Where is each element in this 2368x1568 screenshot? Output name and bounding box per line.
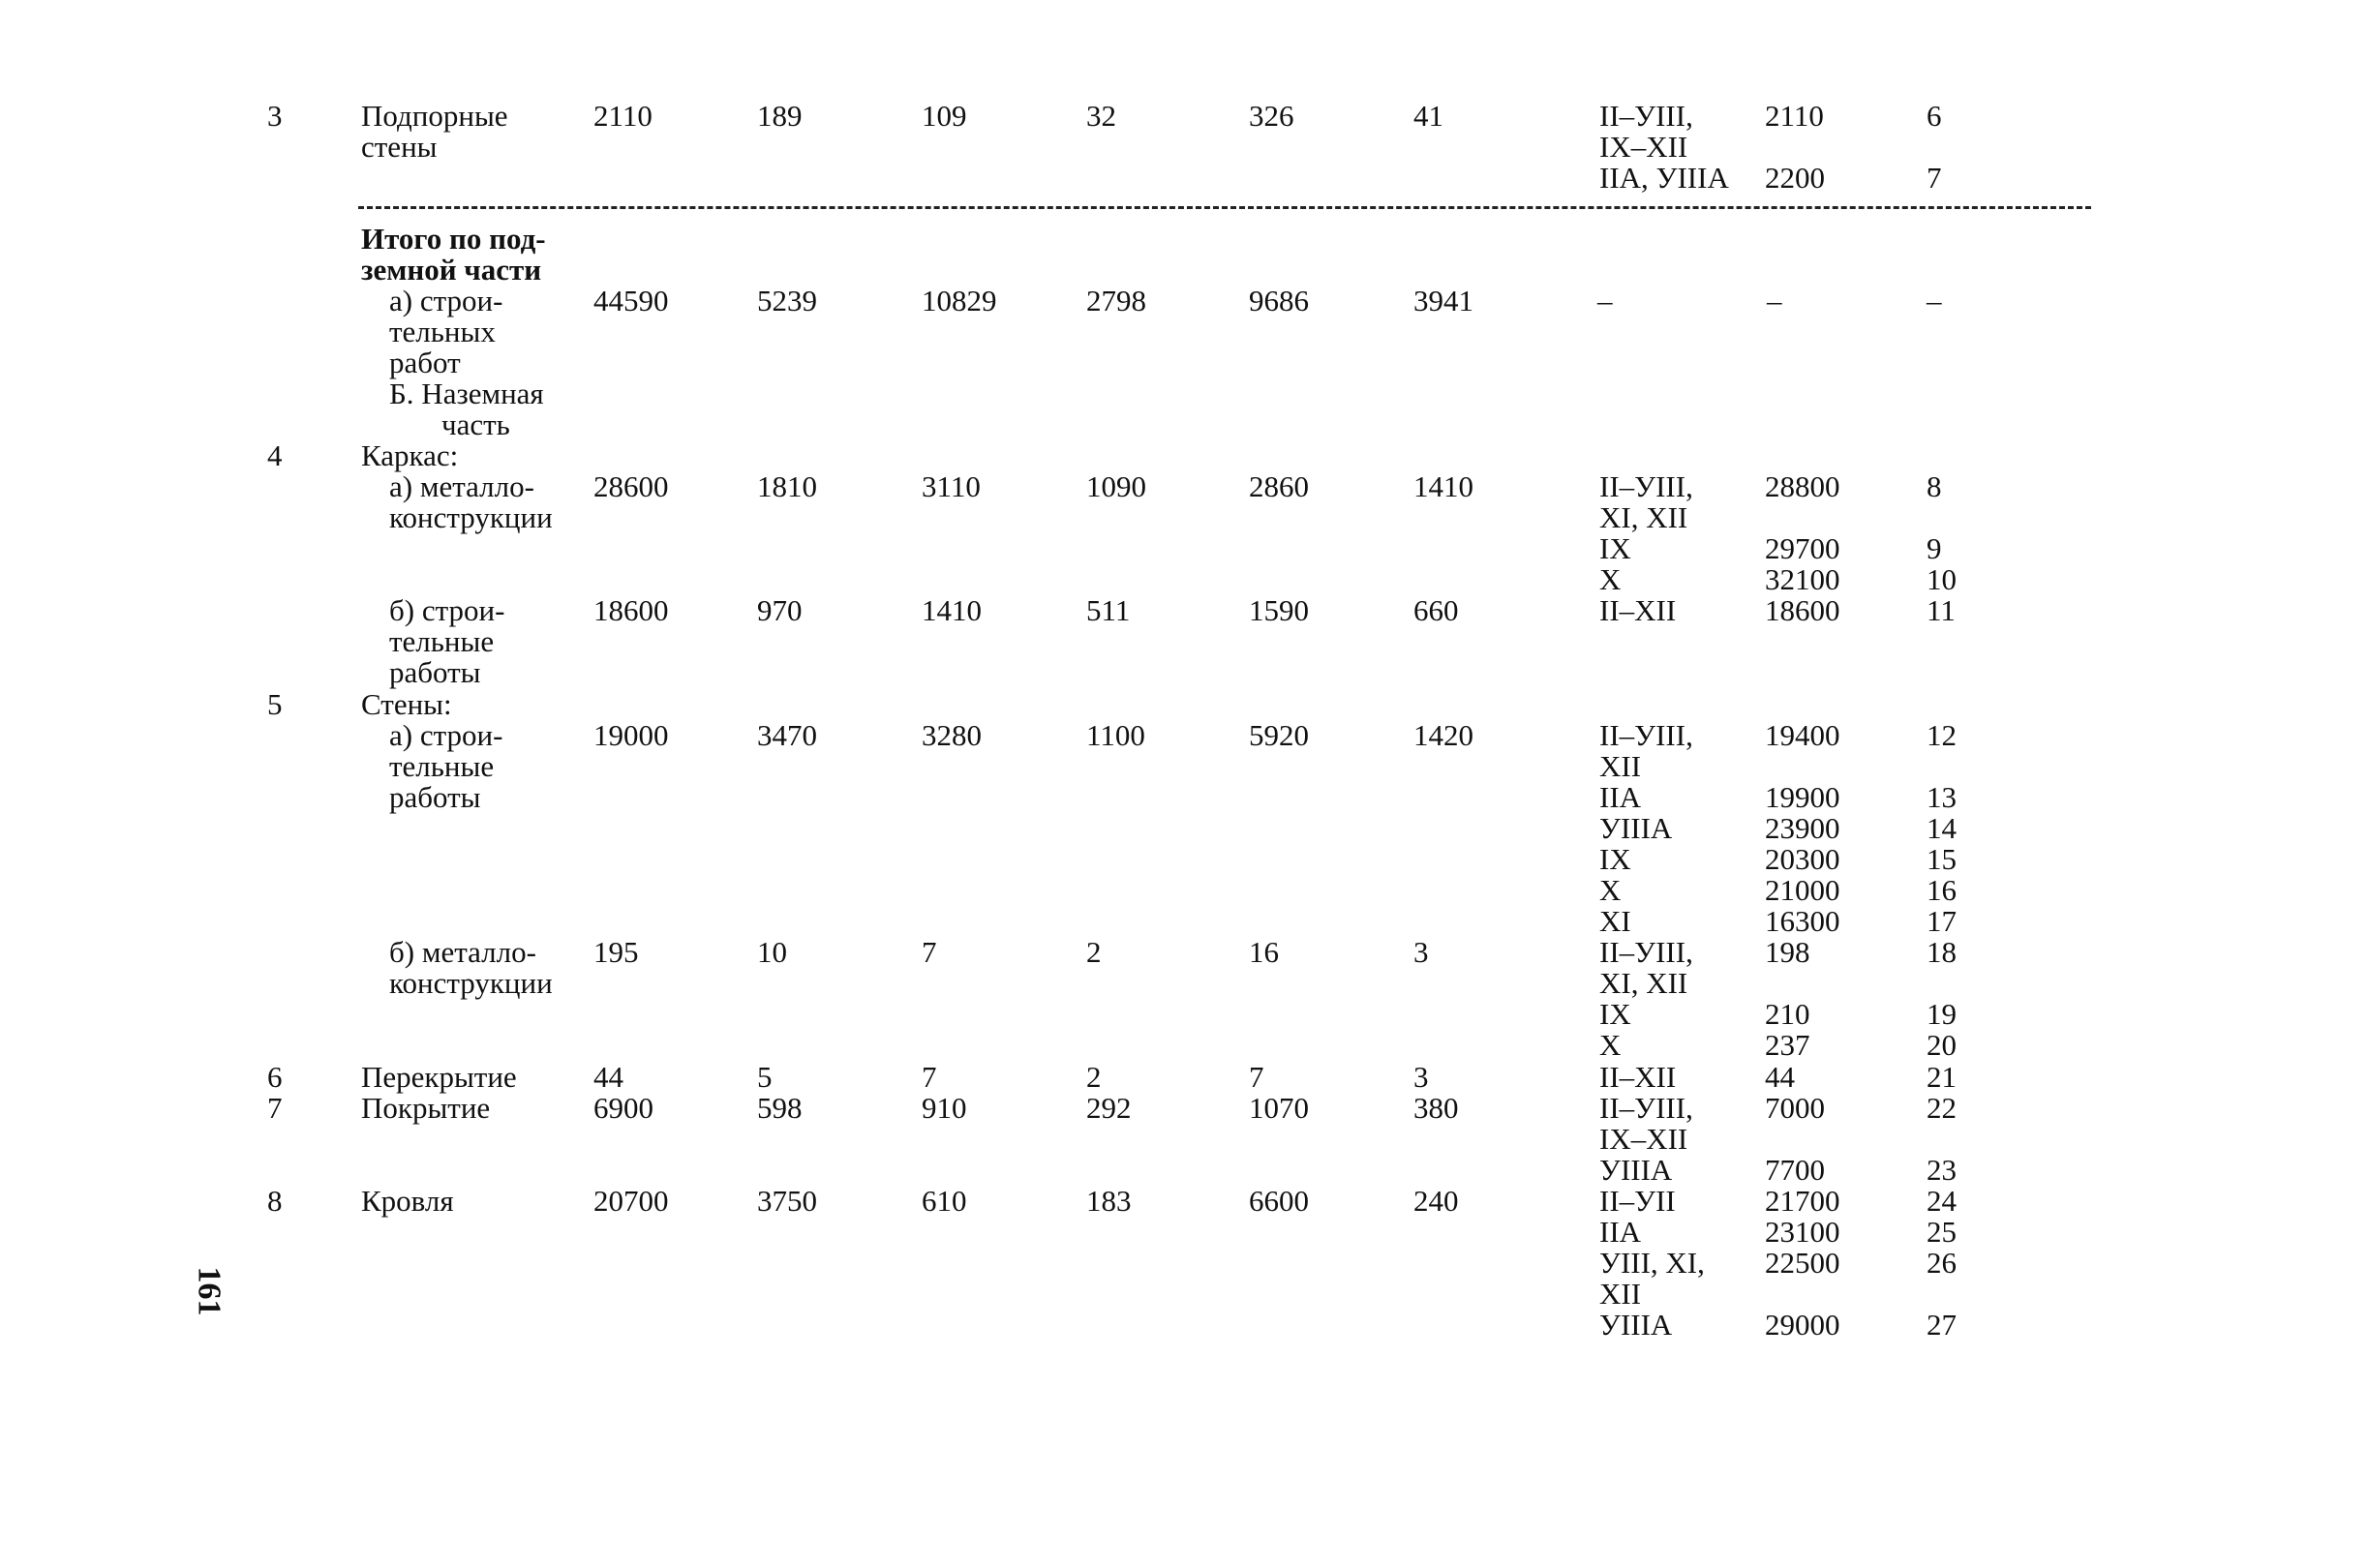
value-cell: 2110	[593, 99, 653, 133]
alt-value-cell: 44	[1765, 1060, 1795, 1094]
alt-value-cell: 16300	[1765, 904, 1840, 938]
value-cell: 7	[1249, 1060, 1264, 1094]
row-sublabel: б) строи-	[389, 593, 505, 627]
alt-number-cell: 9	[1927, 531, 1942, 565]
region-cell: IX	[1599, 531, 1631, 565]
row-sublabel: работы	[389, 780, 481, 814]
value-cell: 10829	[922, 284, 997, 317]
alt-value-cell: 237	[1765, 1028, 1810, 1062]
dash-cell: –	[1927, 284, 1942, 317]
value-cell: 1100	[1086, 718, 1145, 752]
alt-value-cell: 2110	[1765, 99, 1824, 133]
value-cell: 3110	[922, 469, 981, 503]
region-cell: XII	[1599, 1277, 1642, 1311]
alt-number-cell: 12	[1927, 718, 1957, 752]
value-cell: 5	[757, 1060, 773, 1094]
value-cell: 6600	[1249, 1184, 1309, 1218]
alt-value-cell: 23100	[1765, 1215, 1840, 1249]
alt-value-cell: 19900	[1765, 780, 1840, 814]
region-cell: IX–XII	[1599, 1122, 1688, 1156]
value-cell: 5239	[757, 284, 817, 317]
alt-value-cell: 2200	[1765, 161, 1825, 195]
alt-number-cell: 13	[1927, 780, 1957, 814]
alt-number-cell: 20	[1927, 1028, 1957, 1062]
region-cell: IIA, УIIIA	[1599, 161, 1729, 195]
row-number: 7	[267, 1091, 283, 1125]
row-sublabel: тельные	[389, 749, 495, 783]
alt-value-cell: 18600	[1765, 593, 1840, 627]
row-sublabel: конструкции	[389, 500, 553, 534]
value-cell: 10	[757, 935, 787, 969]
value-cell: 3941	[1413, 284, 1473, 317]
row-label: Подпорные	[361, 99, 508, 133]
value-cell: 1810	[757, 469, 817, 503]
region-cell: IIA	[1599, 780, 1642, 814]
value-cell: 32	[1086, 99, 1116, 133]
page-number: 161	[191, 1266, 228, 1316]
row-number: 4	[267, 438, 283, 472]
alt-number-cell: 16	[1927, 873, 1957, 907]
alt-value-cell: 28800	[1765, 469, 1840, 503]
alt-value-cell: 29700	[1765, 531, 1840, 565]
region-cell: УIIIA	[1599, 1153, 1673, 1187]
value-cell: 28600	[593, 469, 669, 503]
value-cell: 19000	[593, 718, 669, 752]
region-cell: X	[1599, 1028, 1622, 1062]
value-cell: 1070	[1249, 1091, 1309, 1125]
value-cell: 9686	[1249, 284, 1309, 317]
alt-value-cell: 32100	[1765, 562, 1840, 596]
value-cell: 598	[757, 1091, 803, 1125]
alt-number-cell: 18	[1927, 935, 1957, 969]
alt-value-cell: 198	[1765, 935, 1810, 969]
alt-number-cell: 21	[1927, 1060, 1957, 1094]
value-cell: 7	[922, 1060, 937, 1094]
region-cell: II–XII	[1599, 593, 1677, 627]
region-cell: XI, XII	[1599, 500, 1688, 534]
alt-number-cell: 11	[1927, 593, 1956, 627]
value-cell: 183	[1086, 1184, 1132, 1218]
alt-number-cell: 8	[1927, 469, 1942, 503]
alt-value-cell: 210	[1765, 997, 1810, 1031]
row-sublabel: а) строи-	[389, 718, 503, 752]
row-label: Кровля	[361, 1184, 454, 1218]
value-cell: 195	[593, 935, 639, 969]
alt-number-cell: 10	[1927, 562, 1957, 596]
alt-number-cell: 14	[1927, 811, 1957, 845]
value-cell: 660	[1413, 593, 1459, 627]
row-label: Стены:	[361, 687, 452, 721]
region-cell: II–XII	[1599, 1060, 1677, 1094]
region-cell: IIA	[1599, 1215, 1642, 1249]
value-cell: 109	[922, 99, 967, 133]
alt-value-cell: 21000	[1765, 873, 1840, 907]
alt-number-cell: 25	[1927, 1215, 1957, 1249]
value-cell: 189	[757, 99, 803, 133]
row-label: Перекрытие	[361, 1060, 517, 1094]
value-cell: 3	[1413, 935, 1429, 969]
alt-number-cell: 22	[1927, 1091, 1957, 1125]
alt-number-cell: 19	[1927, 997, 1957, 1031]
row-sublabel: работы	[389, 655, 481, 689]
region-cell: II–УII	[1599, 1184, 1676, 1218]
row-label: Покрытие	[361, 1091, 491, 1125]
value-cell: 20700	[593, 1184, 669, 1218]
alt-value-cell: 19400	[1765, 718, 1840, 752]
alt-value-cell: 7000	[1765, 1091, 1825, 1125]
region-cell: УIII, XI,	[1599, 1246, 1705, 1280]
region-cell: II–УIII,	[1599, 1091, 1693, 1125]
alt-number-cell: 15	[1927, 842, 1957, 876]
value-cell: 3470	[757, 718, 817, 752]
value-cell: 44590	[593, 284, 669, 317]
region-cell: II–УIII,	[1599, 99, 1693, 133]
region-cell: XII	[1599, 749, 1642, 783]
alt-number-cell: 27	[1927, 1308, 1957, 1342]
dash-cell: –	[1597, 284, 1613, 317]
value-cell: 240	[1413, 1184, 1459, 1218]
row-number: 5	[267, 687, 283, 721]
row-number: 3	[267, 99, 283, 133]
alt-value-cell: 21700	[1765, 1184, 1840, 1218]
value-cell: 7	[922, 935, 937, 969]
region-cell: XI, XII	[1599, 966, 1688, 1000]
value-cell: 3280	[922, 718, 982, 752]
value-cell: 16	[1249, 935, 1279, 969]
value-cell: 1410	[922, 593, 982, 627]
row-label: стены	[361, 130, 438, 164]
region-cell: IX	[1599, 997, 1631, 1031]
value-cell: 2860	[1249, 469, 1309, 503]
value-cell: 2	[1086, 1060, 1102, 1094]
region-cell: II–УIII,	[1599, 718, 1693, 752]
region-cell: IX	[1599, 842, 1631, 876]
value-cell: 6900	[593, 1091, 653, 1125]
dashed-separator	[358, 206, 2091, 209]
value-cell: 326	[1249, 99, 1294, 133]
alt-value-cell: 22500	[1765, 1246, 1840, 1280]
row-sublabel: конструкции	[389, 966, 553, 1000]
row-number: 6	[267, 1060, 283, 1094]
alt-value-cell: 23900	[1765, 811, 1840, 845]
value-cell: 18600	[593, 593, 669, 627]
value-cell: 1420	[1413, 718, 1473, 752]
row-sublabel: а) металло-	[389, 469, 534, 503]
value-cell: 1410	[1413, 469, 1473, 503]
alt-number-cell: 6	[1927, 99, 1942, 133]
value-cell: 3750	[757, 1184, 817, 1218]
alt-value-cell: 20300	[1765, 842, 1840, 876]
row-label: земной части	[361, 253, 542, 286]
value-cell: 3	[1413, 1060, 1429, 1094]
row-label: Каркас:	[361, 438, 459, 472]
dash-cell: –	[1767, 284, 1782, 317]
value-cell: 610	[922, 1184, 967, 1218]
value-cell: 2798	[1086, 284, 1146, 317]
value-cell: 292	[1086, 1091, 1132, 1125]
row-number: 8	[267, 1184, 283, 1218]
alt-number-cell: 17	[1927, 904, 1957, 938]
section-heading: часть	[441, 407, 510, 441]
value-cell: 1090	[1086, 469, 1146, 503]
row-label: Итого по под-	[361, 222, 546, 256]
value-cell: 44	[593, 1060, 623, 1094]
value-cell: 1590	[1249, 593, 1309, 627]
section-heading: Б. Наземная	[389, 377, 544, 410]
value-cell: 970	[757, 593, 803, 627]
row-sublabel: работ	[389, 346, 461, 379]
region-cell: УIIIA	[1599, 811, 1673, 845]
value-cell: 380	[1413, 1091, 1459, 1125]
row-sublabel: а) строи-	[389, 284, 503, 317]
value-cell: 5920	[1249, 718, 1309, 752]
row-sublabel: тельные	[389, 624, 495, 658]
region-cell: II–УIII,	[1599, 935, 1693, 969]
alt-number-cell: 24	[1927, 1184, 1957, 1218]
alt-number-cell: 7	[1927, 161, 1942, 195]
region-cell: X	[1599, 873, 1622, 907]
region-cell: XI	[1599, 904, 1631, 938]
alt-value-cell: 7700	[1765, 1153, 1825, 1187]
region-cell: IX–XII	[1599, 130, 1688, 164]
alt-value-cell: 29000	[1765, 1308, 1840, 1342]
value-cell: 910	[922, 1091, 967, 1125]
alt-number-cell: 23	[1927, 1153, 1957, 1187]
region-cell: УIIIA	[1599, 1308, 1673, 1342]
value-cell: 41	[1413, 99, 1443, 133]
value-cell: 2	[1086, 935, 1102, 969]
region-cell: II–УIII,	[1599, 469, 1693, 503]
region-cell: X	[1599, 562, 1622, 596]
alt-number-cell: 26	[1927, 1246, 1957, 1280]
row-sublabel: тельных	[389, 315, 496, 348]
row-sublabel: б) металло-	[389, 935, 536, 969]
value-cell: 511	[1086, 593, 1131, 627]
